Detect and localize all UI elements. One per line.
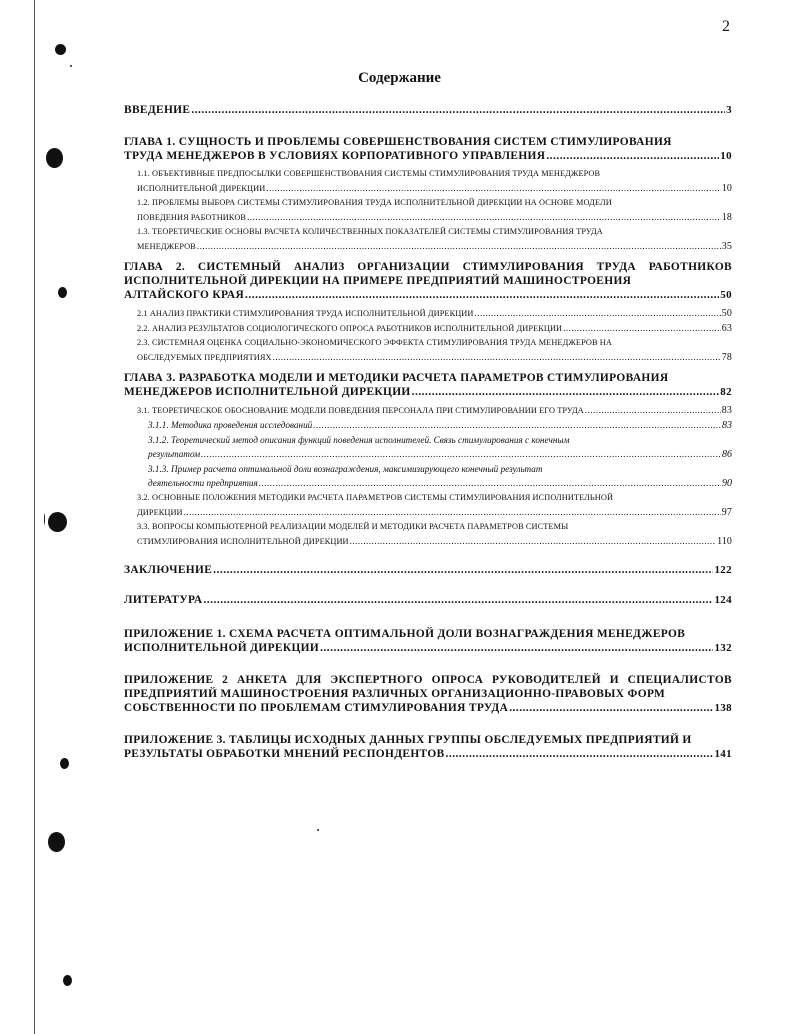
dot-leader bbox=[509, 701, 713, 715]
toc-entry-text: ПОВЕДЕНИЯ РАБОТНИКОВ bbox=[137, 213, 247, 222]
toc-entry[interactable] bbox=[124, 306, 732, 321]
toc-page-number: 50 bbox=[720, 289, 732, 301]
toc-entry[interactable] bbox=[124, 135, 732, 163]
toc-entry-text: 3.1.1. Методика проведения исследований bbox=[148, 420, 313, 430]
toc-entry-text: 2.3. СИСТЕМНАЯ ОЦЕНКА СОЦИАЛЬНО-ЭКОНОМИЧЕСКОГО ЭФФЕКТА СТИМУЛИРОВАНИЯ ТРУДА МЕНЕДЖЕРОВ НА bbox=[137, 338, 612, 347]
toc-entry-text: 1.2. ПРОБЛЕМЫ ВЫБОРА СИСТЕМЫ СТИМУЛИРОВАНИЯ ТРУДА ИСПОЛНИТЕЛЬНОЙ ДИРЕКЦИИ НА ОСНОВЕ МОДЕЛИ bbox=[137, 198, 612, 207]
toc-entry-text: ГЛАВА 3. РАЗРАБОТКА МОДЕЛИ И МЕТОДИКИ РАСЧЕТА ПАРАМЕТРОВ СТИМУЛИРОВАНИЯ bbox=[124, 372, 669, 384]
punch-hole bbox=[55, 44, 66, 55]
toc-page-number: 83 bbox=[721, 405, 732, 416]
toc-entry-text: СОБСТВЕННОСТИ ПО ПРОБЛЕМАМ СТИМУЛИРОВАНИЯ ТРУДА bbox=[124, 702, 509, 714]
toc-entry-text: 1.1. ОБЪЕКТИВНЫЕ ПРЕДПОСЫЛКИ СОВЕРШЕНСТВОВАНИЯ СИСТЕМЫ СТИМУЛИРОВАНИЯ ТРУДА МЕНЕДЖЕРОВ bbox=[137, 169, 601, 178]
toc-entry-text: АЛТАЙСКОГО КРАЯ bbox=[124, 289, 245, 301]
dot-leader bbox=[474, 306, 720, 320]
dot-leader bbox=[259, 476, 721, 490]
dot-leader bbox=[203, 593, 713, 607]
toc-page-number: 122 bbox=[714, 564, 732, 576]
toc-entry[interactable] bbox=[124, 167, 732, 196]
toc-entry-text: ГЛАВА 1. СУЩНОСТЬ И ПРОБЛЕМЫ СОВЕРШЕНСТВОВАНИЯ СИСТЕМ СТИМУЛИРОВАНИЯ bbox=[124, 136, 672, 148]
dot-leader bbox=[350, 534, 716, 548]
dot-leader bbox=[273, 350, 721, 364]
punch-hole bbox=[48, 512, 67, 532]
toc-entry-text: ПРИЛОЖЕНИЕ 1. СХЕМА РАСЧЕТА ОПТИМАЛЬНОЙ ДОЛИ ВОЗНАГРАЖДЕНИЯ МЕНЕДЖЕРОВ bbox=[124, 628, 686, 640]
toc-entry-text: МЕНЕДЖЕРОВ bbox=[137, 242, 196, 251]
dot-leader bbox=[191, 103, 725, 117]
toc-entry[interactable] bbox=[124, 371, 732, 399]
toc-entry-text: 2.2. АНАЛИЗ РЕЗУЛЬТАТОВ СОЦИОЛОГИЧЕСКОГО ОПРОСА РАБОТНИКОВ ИСПОЛНИТЕЛЬНОЙ ДИРЕКЦИИ bbox=[137, 324, 563, 333]
toc-page-number: 90 bbox=[722, 478, 732, 489]
toc-entry-text: результатом bbox=[148, 449, 201, 459]
toc-entry[interactable] bbox=[124, 433, 732, 462]
toc-entry-text: МЕНЕДЖЕРОВ ИСПОЛНИТЕЛЬНОЙ ДИРЕКЦИИ bbox=[124, 386, 411, 398]
toc-page-number: 124 bbox=[714, 594, 732, 606]
toc-page-number: 10 bbox=[720, 150, 732, 162]
dot-leader bbox=[245, 288, 719, 302]
page-title: Содержание bbox=[358, 70, 441, 86]
toc-entry-text: ЛИТЕРАТУРА bbox=[124, 594, 203, 606]
punch-hole bbox=[58, 287, 67, 298]
toc-entry[interactable] bbox=[124, 491, 732, 520]
dot-leader bbox=[201, 447, 721, 461]
dot-leader bbox=[563, 321, 721, 335]
dot-leader bbox=[184, 505, 721, 519]
toc-entry-text: ТРУДА МЕНЕДЖЕРОВ В УСЛОВИЯХ КОРПОРАТИВНОГО УПРАВЛЕНИЯ bbox=[124, 150, 546, 162]
toc-entry-text: 3.1.3. Пример расчета оптимальной доли вознаграждения, максимизирующего конечный результат bbox=[148, 464, 543, 474]
toc-entry[interactable] bbox=[124, 321, 732, 336]
dot-leader bbox=[247, 210, 721, 224]
toc-entry[interactable] bbox=[124, 733, 732, 761]
toc-entry-text: 1.3. ТЕОРЕТИЧЕСКИЕ ОСНОВЫ РАСЧЕТА КОЛИЧЕСТВЕННЫХ ПОКАЗАТЕЛЕЙ СИСТЕМЫ СТИМУЛИРОВАНИЯ ТРУДА bbox=[137, 227, 603, 236]
toc-page-number: 82 bbox=[720, 386, 732, 398]
punch-hole bbox=[63, 975, 72, 986]
dot-leader bbox=[213, 563, 713, 577]
toc-page-number: 97 bbox=[721, 507, 732, 518]
speck bbox=[70, 65, 72, 67]
toc-page-number: 78 bbox=[721, 352, 732, 363]
toc-entry-text: ОБСЛЕДУЕМЫХ ПРЕДПРИЯТИЯХ bbox=[137, 353, 272, 362]
toc-entry-text: ЗАКЛЮЧЕНИЕ bbox=[124, 564, 213, 576]
toc-entry-text: 2.1 АНАЛИЗ ПРАКТИКИ СТИМУЛИРОВАНИЯ ТРУДА ИСПОЛНИТЕЛЬНОЙ ДИРЕКЦИИ bbox=[137, 309, 474, 318]
toc-entry-text: РЕЗУЛЬТАТЫ ОБРАБОТКИ МНЕНИЙ РЕСПОНДЕНТОВ bbox=[124, 748, 445, 760]
toc-entry-text: 3.2. ОСНОВНЫЕ ПОЛОЖЕНИЯ МЕТОДИКИ РАСЧЕТА ПАРАМЕТРОВ СИСТЕМЫ СТИМУЛИРОВАНИЯ ИСПОЛНИТЕЛЬНОЙ bbox=[137, 493, 614, 502]
toc-page-number: 86 bbox=[722, 449, 732, 460]
dot-leader bbox=[585, 403, 721, 417]
toc-entry[interactable] bbox=[124, 673, 732, 715]
toc-page-number: 35 bbox=[721, 241, 732, 252]
toc-entry-text: 3.1. ТЕОРЕТИЧЕСКОЕ ОБОСНОВАНИЕ МОДЕЛИ ПОВЕДЕНИЯ ПЕРСОНАЛА ПРИ СТИМУЛИРОВАНИИ ЕГО ТРУДА bbox=[137, 406, 584, 415]
speck bbox=[44, 513, 45, 525]
toc-entry-text: ВВЕДЕНИЕ bbox=[124, 104, 191, 116]
toc-entry[interactable] bbox=[124, 520, 732, 549]
toc-entry[interactable] bbox=[124, 260, 732, 302]
toc-page-number: 132 bbox=[714, 642, 732, 654]
toc-entry-text: 3.1.2. Теоретический метод описания функций поведения исполнителей. Связь стимулирования с конечным bbox=[148, 435, 570, 445]
punch-hole bbox=[46, 148, 63, 168]
dot-leader bbox=[446, 747, 714, 761]
dot-leader bbox=[197, 239, 721, 253]
punch-hole bbox=[48, 832, 65, 852]
toc-entry[interactable] bbox=[124, 103, 732, 117]
toc-entry-text: деятельности предприятия bbox=[148, 478, 258, 488]
toc-page-number: 3 bbox=[726, 104, 732, 116]
dot-leader bbox=[320, 641, 713, 655]
toc-entry[interactable] bbox=[124, 462, 732, 491]
toc-entry[interactable] bbox=[124, 196, 732, 225]
page-number: 2 bbox=[722, 18, 730, 35]
punch-hole bbox=[60, 758, 69, 769]
toc-entry[interactable] bbox=[124, 563, 732, 577]
binding-margin-line bbox=[34, 0, 35, 1034]
toc-entry-text: ИСПОЛНИТЕЛЬНОЙ ДИРЕКЦИИ bbox=[124, 642, 320, 654]
toc-page-number: 63 bbox=[721, 323, 732, 334]
toc-page-number: 50 bbox=[721, 308, 732, 319]
speck bbox=[317, 829, 319, 831]
toc-entry-text: ПРИЛОЖЕНИЕ 3. ТАБЛИЦЫ ИСХОДНЫХ ДАННЫХ ГРУППЫ ОБСЛЕДУЕМЫХ ПРЕДПРИЯТИЙ И bbox=[124, 734, 692, 746]
toc-page-number: 83 bbox=[722, 420, 732, 431]
table-of-contents bbox=[124, 103, 732, 761]
toc-page-number: 141 bbox=[714, 748, 732, 760]
dot-leader bbox=[546, 149, 719, 163]
toc-page-number: 110 bbox=[717, 536, 732, 547]
toc-page-number: 138 bbox=[714, 702, 732, 714]
toc-entry[interactable] bbox=[124, 627, 732, 655]
toc-page-number: 10 bbox=[721, 183, 732, 194]
toc-page-number: 18 bbox=[721, 212, 732, 223]
dot-leader bbox=[266, 181, 720, 195]
toc-entry[interactable] bbox=[124, 593, 732, 607]
dot-leader bbox=[412, 385, 720, 399]
toc-entry[interactable] bbox=[124, 403, 732, 418]
dot-leader bbox=[313, 418, 721, 432]
toc-entry-text: ГЛАВА 2. СИСТЕМНЫЙ АНАЛИЗ ОРГАНИЗАЦИИ СТИМУЛИРОВАНИЯ ТРУДА РАБОТНИКОВ ИСПОЛНИТЕЛЬНОЙ ДИРЕКЦИИ НА ПРИМЕРЕ ПРЕДПРИЯТИЙ МАШИНОСТРОЕНИЯ bbox=[124, 261, 732, 287]
toc-entry-text: СТИМУЛИРОВАНИЯ ИСПОЛНИТЕЛЬНОЙ ДИРЕКЦИИ bbox=[137, 537, 349, 546]
toc-entry[interactable] bbox=[124, 225, 732, 254]
toc-entry-text: ПРИЛОЖЕНИЕ 2 АНКЕТА ДЛЯ ЭКСПЕРТНОГО ОПРОСА РУКОВОДИТЕЛЕЙ И СПЕЦИАЛИСТОВ ПРЕДПРИЯТИЙ МАШИНОСТРОЕНИЯ РАЗЛИЧНЫХ ОРГАНИЗАЦИОННО-ПРАВОВЫХ ФОРМ bbox=[124, 674, 732, 700]
toc-entry[interactable] bbox=[124, 418, 732, 433]
toc-entry-text: ИСПОЛНИТЕЛЬНОЙ ДИРЕКЦИИ bbox=[137, 184, 266, 193]
toc-entry[interactable] bbox=[124, 336, 732, 365]
toc-entry-text: ДИРЕКЦИИ bbox=[137, 508, 183, 517]
toc-entry-text: 3.3. ВОПРОСЫ КОМПЬЮТЕРНОЙ РЕАЛИЗАЦИИ МОДЕЛЕЙ И МЕТОДИКИ РАСЧЕТА ПАРАМЕТРОВ СИСТЕМЫ bbox=[137, 522, 569, 531]
